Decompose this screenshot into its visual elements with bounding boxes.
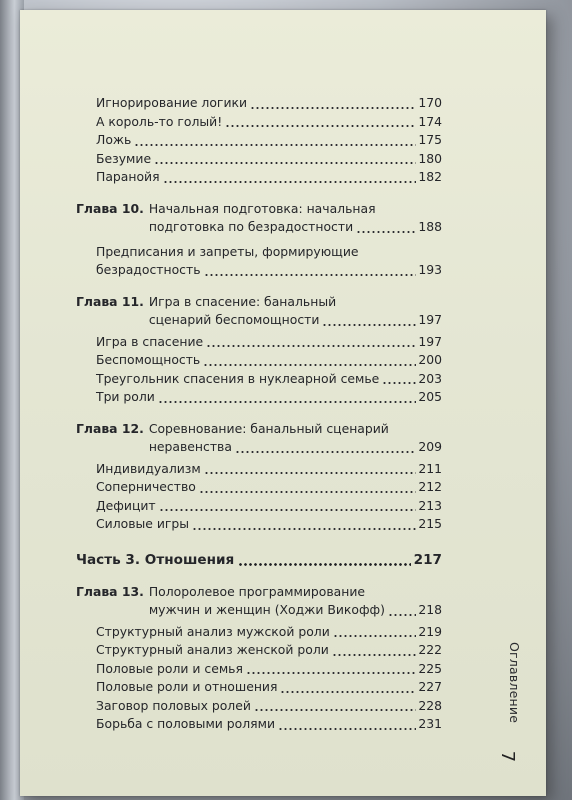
dot-leader (154, 162, 416, 164)
chapter-title-line: сценарий беспомощности (148, 312, 320, 327)
dot-leader (238, 563, 410, 566)
chapter-page: 197 (418, 312, 442, 327)
chapter-11 (76, 293, 442, 330)
dot-leader (254, 709, 416, 711)
toc-entry-title: Паранойя (96, 169, 160, 184)
toc-entry-title: Борьба с половыми ролями (96, 716, 275, 731)
toc-entry (76, 150, 442, 169)
chapter-title-last-line (149, 311, 442, 330)
toc-entry (76, 168, 442, 187)
book-page (20, 10, 546, 796)
dot-leader (280, 691, 416, 693)
chapter-label: Глава 10. (76, 200, 144, 216)
chapter-title-line: подготовка по безрадостности (148, 219, 354, 234)
toc-entry (76, 623, 442, 642)
toc-entry-page: 219 (418, 623, 442, 639)
dot-leader (332, 654, 417, 656)
toc-entry-title: Заговор половых ролей (96, 697, 251, 713)
running-head: Оглавление (507, 642, 522, 724)
chapter-title-last-line (149, 438, 442, 457)
dot-leader (206, 345, 416, 347)
toc-entry-page: 205 (418, 389, 442, 404)
toc-entry-page: 174 (418, 113, 442, 129)
chapter-12 (76, 420, 442, 457)
toc-entry-page: 180 (418, 150, 442, 166)
dot-leader (159, 509, 417, 511)
table-of-contents (76, 94, 442, 734)
toc-entry-page: 182 (418, 169, 442, 184)
chapter-title-line: Игра в спасение: банальный (148, 293, 337, 309)
chapter-title-line: Соревнование: банальный сценарий (148, 420, 389, 436)
toc-entry-title: Ложь (96, 132, 132, 147)
toc-entry-title: Безумие (96, 150, 152, 166)
toc-entry-title: Игра в спасение (96, 333, 204, 349)
toc-entry-page: 228 (418, 697, 442, 713)
dot-leader (199, 491, 417, 493)
toc-entry-title: А король-то голый! (96, 113, 223, 129)
dot-leader (163, 181, 417, 183)
dot-leader (322, 324, 416, 326)
chapter-title-line: Начальная подготовка: начальная (148, 200, 376, 216)
toc-entry-title: Структурный анализ женской роли (96, 642, 329, 657)
toc-entry-page: 203 (418, 370, 442, 386)
dot-leader (333, 635, 417, 637)
chapter-13 (76, 583, 442, 620)
toc-entry (76, 333, 442, 352)
toc-entry (76, 497, 442, 516)
toc-entry-title: Структурный анализ мужской роли (96, 623, 330, 639)
chapter-page: 209 (418, 439, 442, 454)
chapter-label: Глава 11. (76, 293, 144, 309)
dot-leader (356, 231, 416, 233)
chapter-label: Глава 13. (76, 583, 144, 599)
toc-entry (76, 478, 442, 497)
dot-leader (204, 274, 417, 276)
toc-entry-page: 175 (418, 132, 442, 147)
toc-entry-title: безрадостность (96, 262, 201, 277)
toc-entry (76, 351, 442, 370)
chapter-title-last-line (149, 601, 442, 620)
dot-leader (204, 472, 417, 474)
toc-entry-title: Игнорирование логики (96, 95, 248, 110)
toc-entry (76, 660, 442, 679)
dot-leader (278, 728, 416, 730)
chapter-label: Глава 12. (76, 420, 144, 436)
toc-entry-page: 170 (418, 95, 442, 110)
toc-entry-title: Силовые игры (96, 516, 190, 531)
toc-entry-title: Беспомощность (96, 352, 201, 367)
dot-leader (388, 614, 416, 616)
toc-entry-page: 200 (418, 352, 442, 367)
toc-entry-title: Индивидуализм (96, 460, 201, 476)
toc-entry-last-line (96, 261, 442, 280)
toc-entry (76, 697, 442, 716)
dot-leader (192, 528, 416, 530)
toc-entry (76, 515, 442, 534)
toc-entry-page: 231 (418, 716, 442, 731)
dot-leader (158, 401, 417, 403)
toc-entry (76, 678, 442, 697)
toc-entry-title: Дефицит (96, 497, 156, 513)
toc-entry (76, 388, 442, 407)
toc-entry-title: Предписания и запреты, формирующие (96, 243, 359, 259)
chapter-page: 218 (418, 602, 442, 617)
toc-entry-page: 227 (418, 679, 442, 694)
toc-entry-page: 222 (418, 642, 442, 657)
toc-entry-title: Половые роли и семья (96, 660, 243, 676)
part-title: Часть 3. Отношения (76, 551, 235, 568)
dot-leader (225, 125, 416, 127)
chapter-title-line: неравенства (148, 439, 232, 454)
toc-entry-page: 211 (418, 460, 442, 476)
toc-entry-page: 213 (418, 497, 442, 513)
chapter-title-last-line (149, 218, 442, 237)
toc-entry (76, 715, 442, 734)
dot-leader (134, 144, 416, 146)
part-heading (76, 550, 442, 570)
toc-entry (76, 641, 442, 660)
toc-entry-title: Три роли (96, 389, 155, 404)
toc-entry-title: Половые роли и отношения (96, 679, 278, 694)
toc-entry (76, 370, 442, 389)
chapter-title-line: мужчин и женщин (Ходжи Викофф) (148, 602, 385, 617)
toc-entry (76, 113, 442, 132)
toc-entry (76, 94, 442, 113)
dot-leader (246, 672, 416, 674)
toc-entry-page: 215 (418, 516, 442, 531)
dot-leader (382, 382, 416, 384)
toc-entry (76, 131, 442, 150)
toc-entry-title: Треугольник спасения в нуклеарной семье (96, 370, 380, 386)
dot-leader (235, 451, 416, 453)
part-page: 217 (413, 551, 442, 568)
toc-entry-page: 212 (418, 479, 442, 494)
dot-leader (203, 364, 416, 366)
toc-entry-multiline (76, 243, 442, 280)
chapter-page: 188 (418, 219, 442, 234)
chapter-title-line: Полоролевое программирование (148, 583, 366, 599)
toc-entry-page: 193 (418, 262, 442, 277)
page-number: 7 (497, 750, 519, 763)
toc-entry (76, 460, 442, 479)
toc-entry-page: 197 (418, 333, 442, 349)
toc-entry-title: Соперничество (96, 479, 196, 494)
chapter-10 (76, 200, 442, 237)
dot-leader (250, 107, 416, 109)
toc-entry-page: 225 (418, 660, 442, 676)
